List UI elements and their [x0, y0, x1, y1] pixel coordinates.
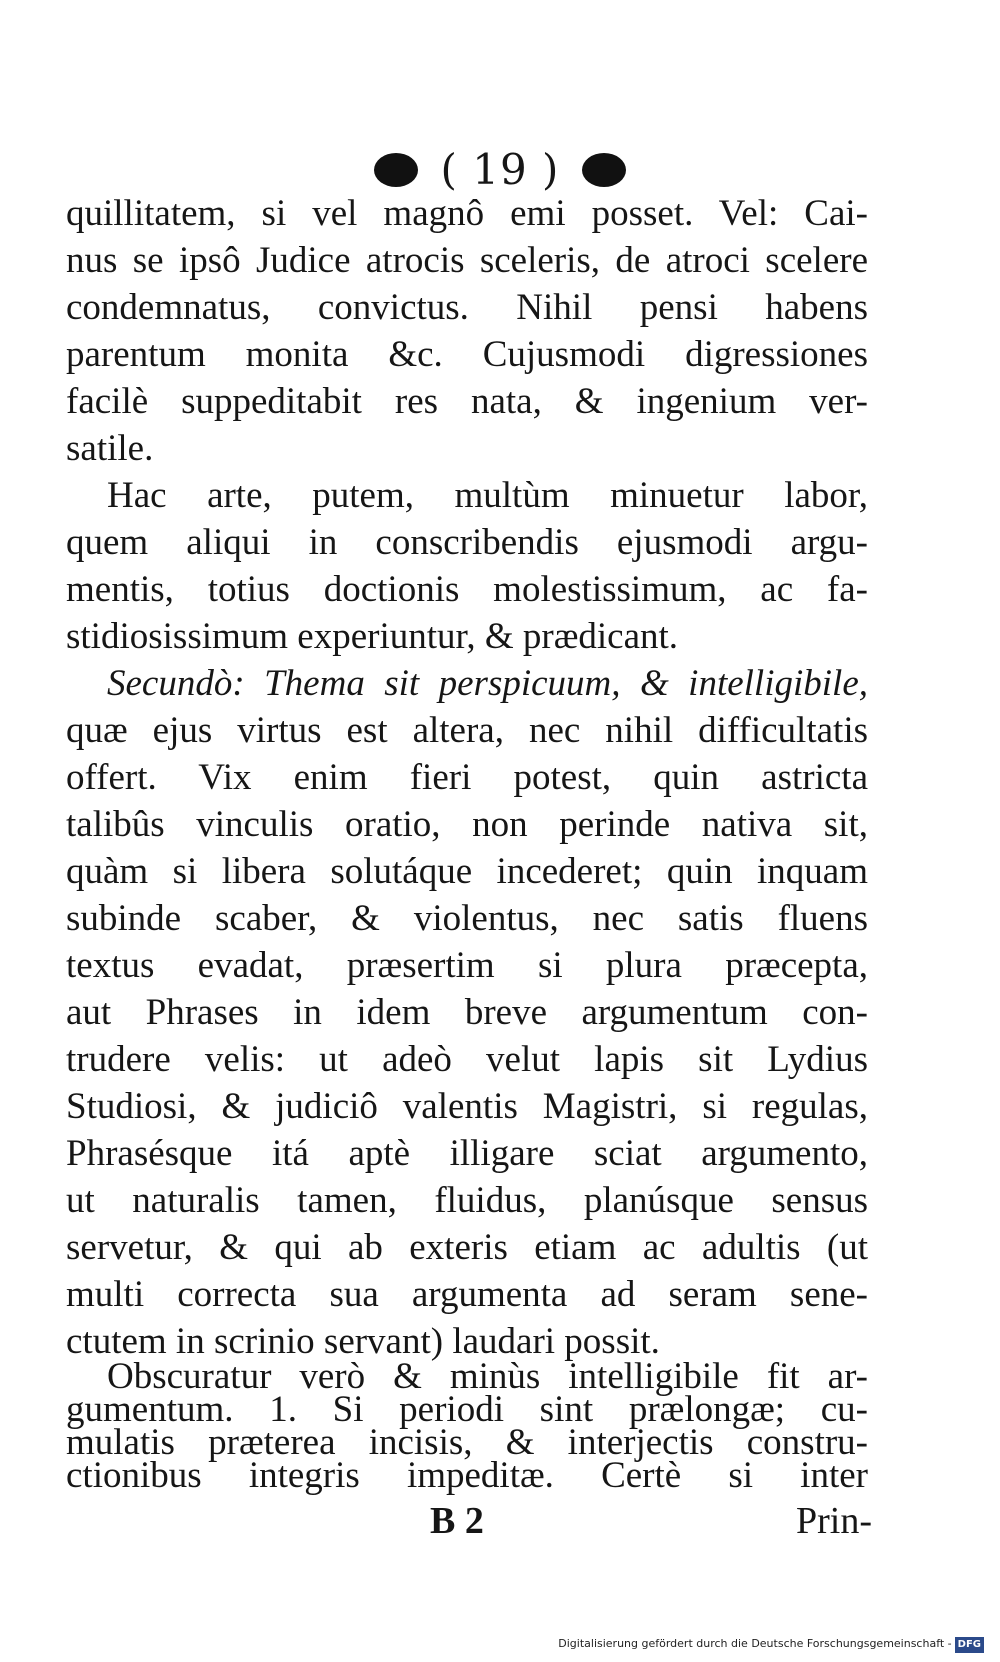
text-line: ut naturalis tamen, fluidus, planúsque sensus [66, 1180, 868, 1221]
text-line: mulatis præterea incisis, & interjectis constru- [66, 1422, 868, 1463]
credit-text: Digitalisierung gefördert durch die Deutsche Forschungsgemeinschaft - [558, 1637, 952, 1650]
text-line: quæ ejus virtus est altera, nec nihil difficultatis [66, 710, 868, 751]
text-line: facilè suppeditabit res nata, & ingenium ver- [66, 381, 868, 422]
text-line: Obscuratur verò & minùs intelligibile fit ar- [107, 1356, 868, 1397]
text-line: ctionibus integris impeditæ. Certè si inter [66, 1455, 868, 1496]
text-line: quillitatem, si vel magnô emi posset. Vel: Cai- [66, 193, 868, 234]
text-line: subinde scaber, & violentus, nec satis fluens [66, 898, 868, 939]
page-number: ( 19 ) [440, 145, 560, 194]
text-line: Secundò: Thema sit perspicuum, & intelligibile, [107, 663, 868, 704]
text-line: gumentum. 1. Si periodi sint prælongæ; cu- [66, 1389, 868, 1430]
text-line: offert. Vix enim fieri potest, quin astricta [66, 757, 868, 798]
text-line: servetur, & qui ab exteris etiam ac adultis (ut [66, 1227, 868, 1268]
digitization-credit [558, 1636, 984, 1652]
signature-mark: B 2 [430, 1500, 484, 1542]
dfg-logo: DFG [955, 1637, 984, 1653]
text-line: Hac arte, putem, multùm minuetur labor, [107, 475, 868, 516]
text-line: trudere velis: ut adeò velut lapis sit Lydius [66, 1039, 868, 1080]
text-line: stidiosissimum experiuntur, & prædicant. [66, 616, 679, 657]
catchword: Prin- [796, 1500, 872, 1542]
left-ornament-icon [374, 153, 418, 187]
right-ornament-icon [582, 153, 626, 187]
text-line: ctutem in scrinio servant) laudari possit. [66, 1321, 660, 1362]
text-line: quàm si libera solutáque incederet; quin inquam [66, 851, 868, 892]
text-line: nus se ipsô Judice atrocis sceleris, de atroci scelere [66, 240, 868, 281]
text-line: Studiosi, & judiciô valentis Magistri, si regulas, [66, 1086, 868, 1127]
text-line: multi correcta sua argumenta ad seram sene- [66, 1274, 868, 1315]
text-line: Phrasésque itá aptè illigare sciat argumento, [66, 1133, 868, 1174]
text-line: talibûs vinculis oratio, non perinde nativa sit, [66, 804, 868, 845]
text-line: quem aliqui in conscribendis ejusmodi argu- [66, 522, 868, 563]
text-line: satile. [66, 428, 154, 469]
text-line: condemnatus, convictus. Nihil pensi habens [66, 287, 868, 328]
text-line: mentis, totius doctionis molestissimum, ac fa- [66, 569, 868, 610]
text-line: parentum monita &c. Cujusmodi digressiones [66, 334, 868, 375]
text-line: aut Phrases in idem breve argumentum con- [66, 992, 868, 1033]
text-line: textus evadat, præsertim si plura præcepta, [66, 945, 868, 986]
